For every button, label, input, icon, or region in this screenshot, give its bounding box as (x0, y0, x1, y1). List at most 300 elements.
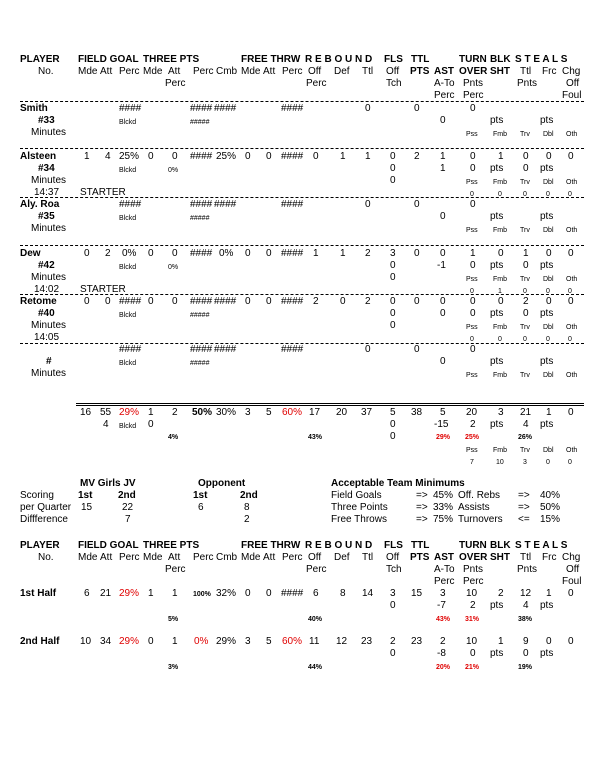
stl-chg: Chg (562, 66, 581, 77)
stat-cell: 0 (546, 151, 552, 162)
stat-cell: 6 (313, 588, 319, 599)
stat-cell: 0 (470, 344, 476, 355)
stat-cell: 0 (148, 248, 154, 259)
stat-cell: 0% (219, 248, 234, 259)
stat-cell: 7 (470, 459, 474, 466)
stat-cell: 0 (470, 260, 476, 271)
stat-cell: 0 (568, 588, 574, 599)
stat-cell: 32% (216, 588, 237, 599)
stat-cell: 55 (100, 407, 112, 418)
stat-cell: 2 (523, 296, 529, 307)
divider (20, 148, 584, 149)
stat-cell: Oth (566, 372, 578, 379)
cmb: Cmb (216, 552, 238, 563)
stat-cell: 4 (523, 600, 529, 611)
stat-cell: 0 (470, 308, 476, 319)
stat-cell: #### (214, 296, 237, 307)
stat-cell: pts (540, 163, 554, 174)
stat-cell: 20 (336, 407, 348, 418)
stat-cell: 3 (523, 459, 527, 466)
stat-cell: 0 (470, 103, 476, 114)
stat-cell: #### (281, 248, 304, 259)
stl-pnts: Pnts (517, 78, 538, 89)
minutes-value: 14:37 (34, 187, 60, 198)
stat-cell: Trv (520, 227, 530, 234)
stat-cell: 0 (148, 636, 154, 647)
three-pts-header: THREE PTS (143, 54, 200, 65)
chg-off: Off (566, 78, 580, 89)
player-number: #40 (38, 308, 55, 319)
stat-cell: 1 (440, 163, 446, 174)
fg-att: Att (100, 552, 113, 563)
fls-off: Off (386, 66, 400, 77)
fg-att: Att (100, 66, 113, 77)
stat-cell: #### (190, 151, 213, 162)
stat-cell: 0 (172, 248, 178, 259)
stat-cell: pts (540, 115, 554, 126)
stat-cell: 25% (216, 151, 237, 162)
turn-header: TURN (459, 54, 487, 65)
pts-header: PTS (410, 552, 430, 563)
first-quarter-label: 1st (78, 490, 93, 501)
ato-perc: Perc (434, 90, 455, 101)
stat-cell: #### (281, 103, 304, 114)
tp-att: Att (168, 552, 181, 563)
minutes-value: 14:05 (34, 332, 60, 343)
stat-cell: #### (119, 103, 142, 114)
player-name: Retome (20, 296, 57, 307)
stat-cell: 0 (440, 211, 446, 222)
stat-cell: 0 (245, 151, 251, 162)
stat-cell: 0 (470, 199, 476, 210)
stat-cell: 9 (523, 636, 529, 647)
stat-cell: 0 (470, 191, 474, 198)
min-op: => (518, 502, 530, 513)
stat-cell: 43% (436, 616, 451, 623)
ttl-header: TTL (411, 540, 430, 551)
minutes-label: Minutes (31, 368, 67, 379)
min-op: => (518, 490, 530, 501)
minutes-label: Minutes (31, 175, 67, 186)
stat-cell: 20 (466, 407, 478, 418)
stat-cell: 5 (266, 636, 272, 647)
stat-cell: 0 (546, 248, 552, 259)
stat-cell: #### (214, 199, 237, 210)
player-number: #33 (38, 115, 55, 126)
stat-cell: 1 (470, 248, 476, 259)
over-header: OVER (459, 66, 488, 77)
stat-cell: 1 (84, 151, 90, 162)
starter-label: STARTER (80, 187, 126, 198)
stat-cell: pts (490, 356, 504, 367)
stat-cell: Oth (566, 447, 578, 454)
stat-cell: 10 (466, 636, 478, 647)
stl-frc: Frc (542, 66, 557, 77)
stat-cell: 1 (498, 636, 504, 647)
stat-cell: 0 (148, 419, 154, 430)
stat-cell: 0 (546, 459, 550, 466)
stat-cell: 1 (546, 407, 552, 418)
stat-cell: Pss (466, 179, 478, 186)
fls-tch: Tch (386, 78, 402, 89)
stat-cell: Oth (566, 324, 578, 331)
stat-cell: 2 (498, 588, 504, 599)
stat-cell: 3% (168, 664, 179, 671)
stat-cell: 29% (119, 588, 140, 599)
stat-cell: pts (540, 211, 554, 222)
stat-cell: 0 (546, 296, 552, 307)
stat-cell: Dbl (543, 324, 554, 331)
turn-header: TURN (459, 540, 487, 551)
stat-cell: 0 (470, 151, 476, 162)
stat-cell: 0 (266, 248, 272, 259)
ft-att: Att (263, 552, 276, 563)
stat-cell: 21 (520, 407, 532, 418)
over-perc: Perc (463, 90, 484, 101)
chg-off: Off (566, 564, 580, 575)
chg-foul: Foul (562, 90, 582, 101)
half-name: 2nd Half (20, 636, 60, 647)
fg-mde: Mde (78, 552, 98, 563)
reb-ttl: Ttl (362, 552, 374, 563)
chg-foul: Foul (562, 576, 582, 587)
stat-cell: 29% (216, 636, 237, 647)
stat-cell: 1 (313, 248, 319, 259)
stat-cell: 16 (80, 407, 92, 418)
min-value: 15% (540, 514, 561, 525)
over-pnts: Pnts (463, 564, 484, 575)
stat-cell: 10 (80, 636, 92, 647)
stat-cell: 22 (122, 502, 134, 513)
stat-cell: 21% (465, 664, 480, 671)
ast-header: AST (434, 552, 454, 563)
fg-perc: Perc (119, 552, 140, 563)
stat-cell: 0 (568, 636, 574, 647)
per-quarter-label: per Quarter (20, 502, 72, 513)
stat-cell: Dbl (543, 131, 554, 138)
stat-cell: Blckd (119, 167, 137, 174)
stat-cell: 37 (361, 407, 373, 418)
stat-cell: 1 (172, 636, 178, 647)
stat-cell: 0 (84, 248, 90, 259)
stat-cell: 10 (466, 588, 478, 599)
stat-cell: Fmb (493, 227, 507, 234)
min-label: Assists (458, 502, 490, 513)
stat-cell: 0 (523, 151, 529, 162)
totals-rule (76, 405, 584, 406)
stat-cell: 2 (440, 636, 446, 647)
stat-cell: 1 (340, 151, 346, 162)
stat-cell: 0 (546, 636, 552, 647)
stat-cell: #### (281, 588, 304, 599)
stat-cell: 7 (125, 514, 131, 525)
stat-cell: 5 (390, 407, 396, 418)
min-op: => (416, 502, 428, 513)
stat-cell: Blckd (119, 423, 137, 430)
stat-cell: pts (490, 163, 504, 174)
stat-cell: 31% (465, 616, 480, 623)
tp-att-perc: Perc (165, 78, 186, 89)
stat-cell: 2 (365, 248, 371, 259)
stat-cell: 0 (568, 191, 572, 198)
fls-header: FLS (384, 540, 403, 551)
stat-cell: Blckd (119, 312, 137, 319)
stat-cell: Dbl (543, 276, 554, 283)
stat-cell: Fmb (493, 372, 507, 379)
stat-cell: 0 (440, 248, 446, 259)
stat-cell: 2 (390, 636, 396, 647)
stat-cell: 1 (148, 407, 154, 418)
stat-cell: 10 (496, 459, 504, 466)
stat-cell: 0 (546, 191, 550, 198)
stat-cell: 3 (440, 588, 446, 599)
stat-cell: pts (540, 419, 554, 430)
minutes-label: Minutes (31, 127, 67, 138)
rebound-header: R E B O U N D (305, 54, 373, 65)
min-label: Field Goals (331, 490, 382, 501)
stat-cell: 0 (172, 296, 178, 307)
stat-cell: 0 (523, 260, 529, 271)
stat-cell: 0 (266, 296, 272, 307)
stat-cell: 1 (365, 151, 371, 162)
stat-cell: Pss (466, 227, 478, 234)
stat-cell: 6 (84, 588, 90, 599)
stat-cell: pts (540, 308, 554, 319)
min-value: 75% (433, 514, 454, 525)
stat-cell: 25% (465, 434, 480, 441)
stat-cell: 0 (414, 103, 420, 114)
stat-cell: Trv (520, 276, 530, 283)
stl-ttl: Ttl (520, 66, 532, 77)
stat-cell: 0 (365, 199, 371, 210)
stat-cell: Fmb (493, 324, 507, 331)
player-name: Smith (20, 103, 48, 114)
stat-cell: Blckd (119, 360, 137, 367)
divider (20, 245, 584, 246)
stat-cell: 0 (470, 648, 476, 659)
min-label: Free Throws (331, 514, 387, 525)
stat-cell: 0 (440, 296, 446, 307)
stat-cell: 0 (470, 163, 476, 174)
over-header: OVER (459, 552, 488, 563)
stat-cell: 19% (518, 664, 533, 671)
stat-cell: pts (490, 260, 504, 271)
stat-cell: 38 (411, 407, 423, 418)
steals-header: S T E A L S (515, 54, 568, 65)
stat-cell: 0 (470, 288, 474, 295)
stat-cell: 0 (498, 191, 502, 198)
stat-cell: 0 (390, 272, 396, 283)
stat-cell: 1 (148, 588, 154, 599)
minutes-label: Minutes (31, 223, 67, 234)
stat-cell: Fmb (493, 179, 507, 186)
stat-cell: Oth (566, 276, 578, 283)
stat-cell: 0 (414, 296, 420, 307)
fls-tch: Tch (386, 564, 402, 575)
stat-cell: 0 (440, 115, 446, 126)
fg-perc: Perc (119, 66, 140, 77)
stat-cell: 40% (308, 616, 323, 623)
stat-cell: pts (490, 308, 504, 319)
min-label: Off. Rebs (458, 490, 501, 501)
stat-cell: 8 (340, 588, 346, 599)
stat-cell: 17 (309, 407, 321, 418)
stat-cell: #### (281, 151, 304, 162)
min-label: Turnovers (458, 514, 503, 525)
stat-cell: -7 (437, 600, 446, 611)
stat-cell: 0 (105, 296, 111, 307)
stat-cell: 2 (244, 514, 250, 525)
stat-cell: 0 (172, 151, 178, 162)
tp-mde: Mde (143, 552, 163, 563)
stat-cell: 43% (308, 434, 323, 441)
fls-off: Off (386, 552, 400, 563)
field-goal-header: FIELD GOAL (78, 54, 139, 65)
stl-frc: Frc (542, 552, 557, 563)
stat-cell: #### (119, 296, 142, 307)
tp-mde: Mde (143, 66, 163, 77)
stat-cell: 4 (103, 419, 109, 430)
stat-cell: 2 (470, 600, 476, 611)
stat-cell: ##### (190, 119, 210, 126)
half-name: 1st Half (20, 588, 57, 599)
reb-off-perc: Perc (306, 564, 327, 575)
min-op: => (416, 490, 428, 501)
stat-cell: 0 (365, 103, 371, 114)
ft-perc: Perc (282, 66, 303, 77)
stat-cell: 1 (498, 151, 504, 162)
stat-cell: Trv (520, 131, 530, 138)
stat-cell: -8 (437, 648, 446, 659)
stat-cell: 2 (470, 419, 476, 430)
stat-cell: Pss (466, 276, 478, 283)
stat-cell: 1 (546, 588, 552, 599)
difference-label: Diffference (20, 514, 68, 525)
stat-cell: pts (540, 600, 554, 611)
stat-cell: #### (190, 296, 213, 307)
stat-cell: 0 (245, 248, 251, 259)
reb-off: Off (308, 66, 322, 77)
stat-cell: #### (190, 103, 213, 114)
steals-header: S T E A L S (515, 540, 568, 551)
no-header: No. (38, 66, 54, 77)
team-name: MV Girls JV (80, 478, 136, 489)
stat-cell: 5 (440, 407, 446, 418)
stat-cell: 21 (100, 588, 112, 599)
stat-cell: 25% (119, 151, 140, 162)
ttl-header: TTL (411, 54, 430, 65)
pts-header: PTS (410, 66, 430, 77)
stat-cell: 0 (568, 288, 572, 295)
stat-cell: Blckd (119, 215, 137, 222)
opp-second-label: 2nd (240, 490, 258, 501)
minutes-label: Minutes (31, 272, 67, 283)
stat-cell: 11 (309, 636, 320, 647)
stat-cell: 1 (440, 151, 446, 162)
stat-cell: 0% (168, 264, 179, 271)
stat-cell: 1 (523, 248, 529, 259)
stat-cell: 23 (361, 636, 373, 647)
stat-cell: Oth (566, 179, 578, 186)
stat-cell: 0% (168, 167, 179, 174)
stat-cell: 0 (414, 248, 420, 259)
stat-cell: 0 (568, 296, 574, 307)
minimums-title: Acceptable Team Minimums (331, 478, 465, 489)
stat-cell: 0 (245, 588, 251, 599)
stat-cell: 0 (313, 151, 319, 162)
stat-cell: 38% (518, 616, 533, 623)
stat-cell: #### (281, 199, 304, 210)
ato-header: A-To (434, 564, 455, 575)
stat-cell: 3 (245, 636, 251, 647)
player-name: Aly. Roa (20, 199, 60, 210)
cmb: Cmb (216, 66, 238, 77)
stat-cell: 0 (148, 151, 154, 162)
ato-header: A-To (434, 78, 455, 89)
stat-cell: pts (490, 115, 504, 126)
fg-mde: Mde (78, 66, 98, 77)
stat-cell: 0 (390, 175, 396, 186)
stat-cell: Pss (466, 372, 478, 379)
stat-cell: 0 (568, 248, 574, 259)
player-number: # (46, 356, 52, 367)
stat-cell: 4 (105, 151, 111, 162)
stat-cell: 1 (340, 248, 346, 259)
stat-cell: #### (190, 248, 213, 259)
reb-def: Def (334, 66, 350, 77)
stat-cell: 0 (440, 308, 446, 319)
stat-cell: ##### (190, 360, 210, 367)
totals-rule (76, 403, 584, 404)
min-op: <= (518, 514, 530, 525)
stat-cell: 34 (100, 636, 112, 647)
stat-cell: 14 (362, 588, 374, 599)
player-number: #34 (38, 163, 55, 174)
opponent-label: Opponent (198, 478, 246, 489)
stat-cell: Dbl (543, 372, 554, 379)
stat-cell: #### (214, 103, 237, 114)
stat-cell: 0 (390, 163, 396, 174)
stat-cell: 2 (105, 248, 111, 259)
stat-cell: 0 (390, 648, 396, 659)
stat-cell: 20% (436, 664, 451, 671)
stat-cell: 0 (390, 600, 396, 611)
player-number: #42 (38, 260, 55, 271)
stat-cell: 15 (81, 502, 93, 513)
stat-cell: 0 (470, 296, 476, 307)
stat-cell: 2 (414, 151, 420, 162)
stat-cell: 4 (523, 419, 529, 430)
stat-cell: 3 (245, 407, 251, 418)
stat-cell: 60% (282, 636, 303, 647)
sht-header: SHT (490, 552, 510, 563)
stl-pnts: Pnts (517, 564, 538, 575)
stat-cell: Trv (520, 447, 530, 454)
sht-header: SHT (490, 66, 510, 77)
stat-cell: 0 (414, 199, 420, 210)
player-number: #35 (38, 211, 55, 222)
reb-off: Off (308, 552, 322, 563)
opp-first-label: 1st (193, 490, 208, 501)
stat-cell: Blckd (119, 119, 137, 126)
player-name: Alsteen (20, 151, 57, 162)
stat-cell: 0 (523, 308, 529, 319)
stat-cell: 60% (282, 407, 303, 418)
stat-cell: 8 (244, 502, 250, 513)
stat-cell: 2 (365, 296, 371, 307)
stat-cell: 0 (390, 151, 396, 162)
stat-cell: 0 (498, 296, 504, 307)
